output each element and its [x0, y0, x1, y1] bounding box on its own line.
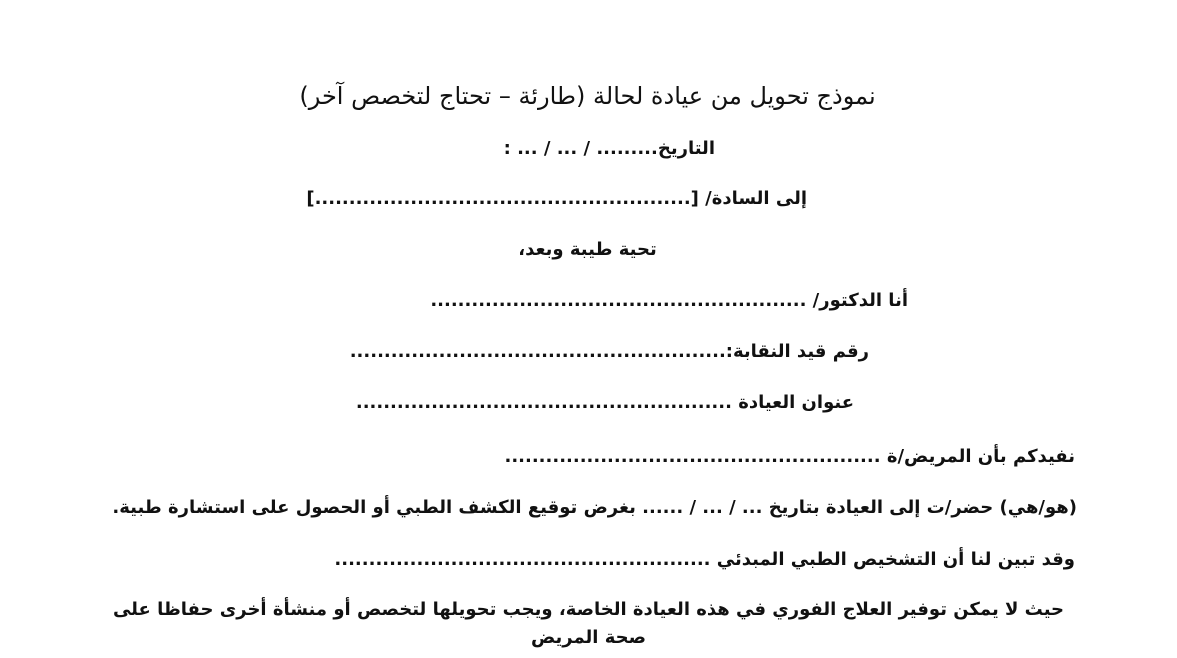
diagnosis-line: وقد تبين لنا أن التشخيص الطبي المبدئي .......................................................: [334, 549, 1075, 570]
patient-info-line: نفيدكم بأن المريض/ة .......................................................: [504, 446, 1075, 467]
referral-reason-line-1: حيث لا يمكن توفير العلاج الفوري في هذه العيادة الخاصة، ويجب تحويلها لتخصص أو منشأة أخرى حفاظا على: [112, 599, 1065, 620]
doctor-name-line: أنا الدكتور/ .......................................................: [430, 290, 908, 311]
referral-reason-paragraph: [112, 596, 1065, 652]
referral-reason-line-2: صحة المريض: [530, 627, 647, 648]
clinic-address-line: عنوان العيادة .......................................................: [355, 392, 854, 413]
form-title: نموذج تحويل من عيادة لحالة (طارئة – تحتاج لتخصص آخر): [299, 82, 876, 110]
date-line: التاريخ......... / ... / ... :: [503, 138, 715, 159]
syndicate-number-line: رقم قيد النقابة:.......................................................: [349, 341, 869, 362]
recipient-line: إلى السادة/ [.......................................................]: [306, 188, 807, 209]
visit-date-line: (هو/هي) حضر/ت إلى العيادة بتاريخ ... / ... / ...... بغرض توقيع الكشف الطبي أو الحصول على استشارة طبية.: [112, 497, 1077, 518]
greeting: تحية طيبة وبعد،: [518, 239, 657, 260]
